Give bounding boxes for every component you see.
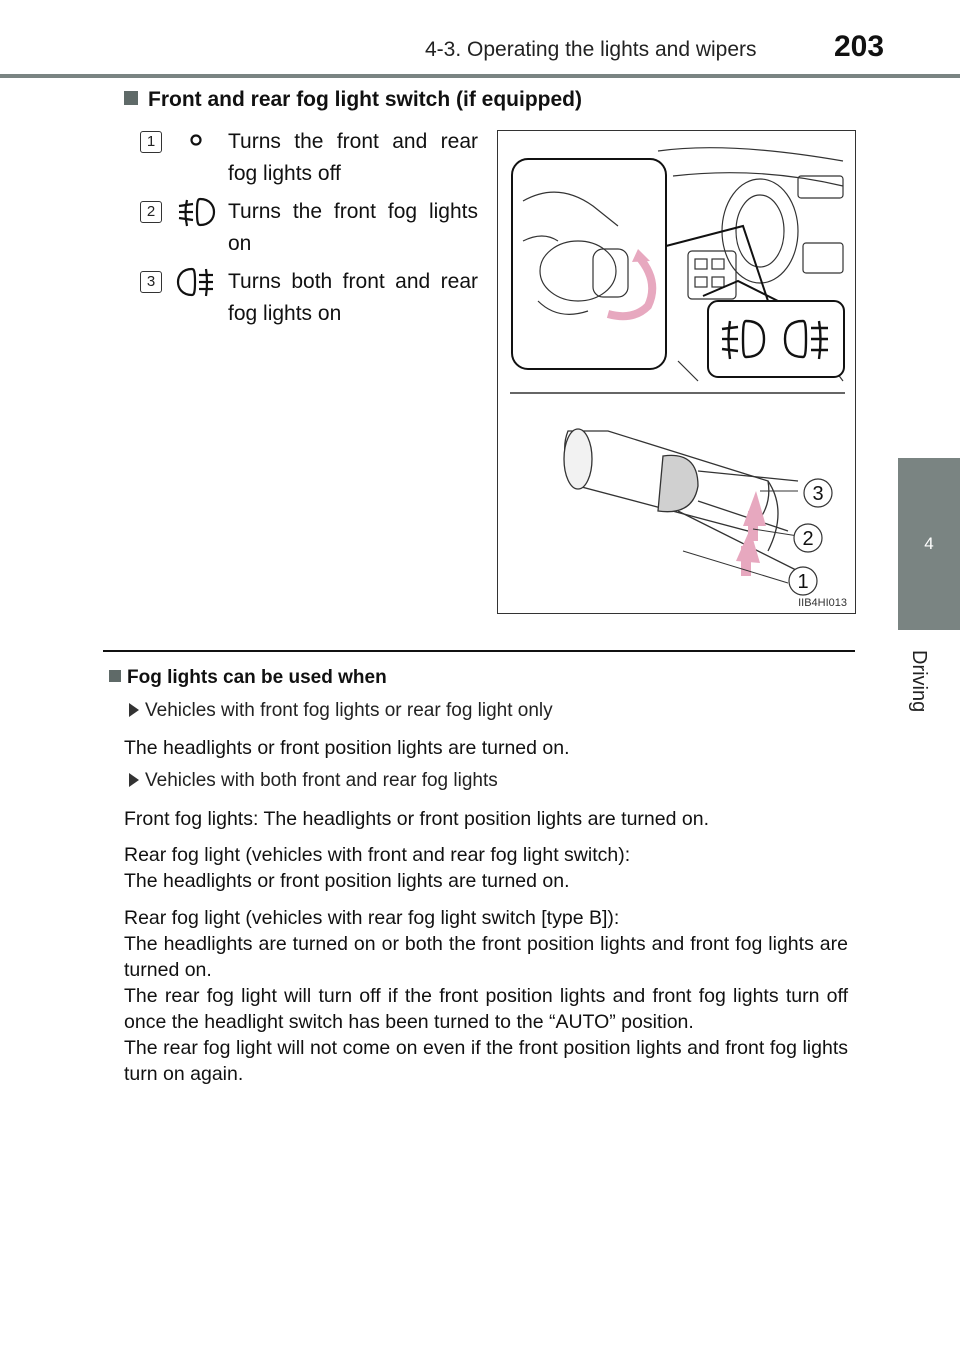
paragraph: The headlights or front position lights are turned on. bbox=[124, 737, 570, 759]
paragraph-type-b bbox=[124, 905, 848, 1087]
paragraph-line: The rear fog light will turn off if the front position lights and front fog lights turn off once the headlight switch has been turned to the “AUTO” position. bbox=[124, 985, 848, 1033]
option-text: Turns the front and rear fog lights off bbox=[228, 130, 478, 185]
front-fog-light-icon bbox=[174, 196, 218, 230]
subheading-square-icon bbox=[109, 670, 121, 682]
paragraph-line: The rear fog light will not come on even if the front position lights and front fog lights turn on again. bbox=[124, 1037, 848, 1085]
section-heading bbox=[124, 88, 582, 112]
header-rule bbox=[0, 74, 960, 78]
paragraph-line: The headlights or front position lights are turned on. bbox=[124, 870, 570, 892]
paragraph-line: Rear fog light (vehicles with front and rear fog light switch): bbox=[124, 844, 631, 866]
chapter-label: Driving bbox=[908, 650, 930, 713]
callout-2: 2 bbox=[802, 528, 814, 550]
subsection-heading bbox=[109, 667, 387, 689]
option-number: 3 bbox=[140, 271, 162, 293]
bullet-text: Vehicles with front fog lights or rear fog light only bbox=[145, 700, 553, 721]
option-text: Turns the front fog lights on bbox=[228, 200, 478, 255]
illustration-drawing bbox=[498, 131, 855, 613]
chapter-number: 4 bbox=[924, 534, 934, 553]
paragraph-line: Rear fog light (vehicles with rear fog light switch [type B]): bbox=[124, 907, 620, 929]
heading-square-icon bbox=[124, 91, 138, 105]
off-circle-icon bbox=[174, 126, 218, 160]
chapter-tab bbox=[898, 458, 960, 630]
section-divider bbox=[103, 650, 855, 652]
option-2 bbox=[140, 196, 480, 260]
triangle-bullet-icon bbox=[129, 773, 139, 787]
triangle-bullet-icon bbox=[129, 703, 139, 717]
subsection-heading-text: Fog lights can be used when bbox=[127, 667, 387, 688]
option-1 bbox=[140, 126, 480, 190]
option-number: 1 bbox=[140, 131, 162, 153]
paragraph-line: The headlights are turned on or both the front position lights and front fog lights are turned on. bbox=[124, 933, 848, 981]
figure-code: IIB4HI013 bbox=[798, 597, 847, 609]
option-number: 2 bbox=[140, 201, 162, 223]
bullet-item bbox=[129, 770, 498, 792]
callout-1: 1 bbox=[797, 571, 809, 593]
callout-3: 3 bbox=[812, 483, 824, 505]
fog-switch-illustration bbox=[497, 130, 856, 614]
section-heading-text: Front and rear fog light switch (if equipped) bbox=[148, 88, 582, 111]
option-text: Turns both front and rear fog lights on bbox=[228, 270, 478, 325]
page-number: 203 bbox=[834, 30, 885, 63]
bullet-text: Vehicles with both front and rear fog lights bbox=[145, 770, 498, 791]
section-title: 4-3. Operating the lights and wipers bbox=[425, 38, 757, 61]
bullet-item bbox=[129, 700, 553, 722]
paragraph-rear-switch bbox=[124, 842, 848, 894]
rear-fog-light-icon bbox=[174, 266, 218, 300]
option-3 bbox=[140, 266, 480, 330]
paragraph: Front fog lights: The headlights or front position lights are turned on. bbox=[124, 808, 709, 830]
